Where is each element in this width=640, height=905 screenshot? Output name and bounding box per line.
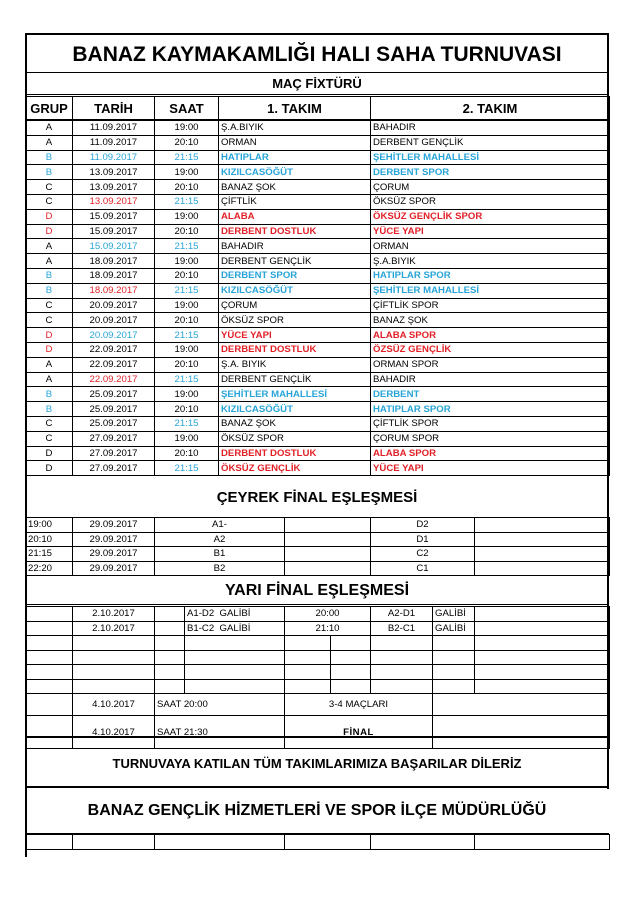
- cell-empty: [475, 621, 610, 636]
- match-time: 21:15: [155, 150, 219, 165]
- match-team1: HATIPLAR: [219, 150, 371, 165]
- cell-empty: [285, 518, 371, 533]
- fixture-row: [26, 387, 610, 402]
- match-time: 19:00: [155, 254, 219, 269]
- semi-final-winner2: GALİBİ: [433, 607, 475, 622]
- cell-empty: [433, 694, 610, 716]
- match-team1: ÖKSÜZ SPOR: [219, 431, 371, 446]
- semi-final-row: [26, 621, 610, 636]
- match-team2: BAHADIR: [371, 120, 610, 135]
- match-date: 20.09.2017: [73, 328, 155, 343]
- match-time: 21:15: [155, 372, 219, 387]
- match-group: C: [26, 431, 73, 446]
- match-time: 20:10: [155, 357, 219, 372]
- fixture-row: [26, 372, 610, 387]
- fixture-row: [26, 298, 610, 313]
- match-team1: ÖKSÜZ SPOR: [219, 313, 371, 328]
- match-date: 25.09.2017: [73, 416, 155, 431]
- match-time: 20:10: [155, 313, 219, 328]
- fixture-row: [26, 313, 610, 328]
- match-team2: HATIPLAR SPOR: [371, 268, 610, 283]
- match-group: A: [26, 135, 73, 150]
- cell-empty: [475, 561, 610, 576]
- fixture-row: [26, 165, 610, 180]
- match-team2: ŞEHİTLER MAHALLESİ: [371, 283, 610, 298]
- frame-top-border: [25, 33, 609, 35]
- match-group: C: [26, 298, 73, 313]
- final-time: SAAT 21:30: [155, 716, 285, 749]
- match-code: A1-D2: [187, 608, 215, 620]
- blank-row: [26, 650, 610, 665]
- match-date: 13.09.2017: [73, 165, 155, 180]
- qf-away: C2: [371, 547, 475, 562]
- quarter-final-row: [26, 561, 610, 576]
- match-date: 20.09.2017: [73, 298, 155, 313]
- match-team2: HATIPLAR SPOR: [371, 402, 610, 417]
- blank-row: [26, 636, 610, 651]
- match-date: 25.09.2017: [73, 387, 155, 402]
- match-time: 19:00: [155, 165, 219, 180]
- match-time: 20:10: [155, 180, 219, 195]
- match-time: 21:15: [155, 239, 219, 254]
- match-time: 20:10: [155, 268, 219, 283]
- fixture-row: [26, 461, 610, 476]
- cell-empty: [155, 621, 185, 636]
- match-date: 22.09.2017: [73, 342, 155, 357]
- match-team1: ORMAN: [219, 135, 371, 150]
- match-team2: ALABA SPOR: [371, 446, 610, 461]
- fixture-row: [26, 342, 610, 357]
- match-team1: DERBENT DOSTLUK: [219, 446, 371, 461]
- fixture-rows: [26, 120, 610, 476]
- qf-home: A2: [155, 532, 285, 547]
- cell-empty: [285, 547, 371, 562]
- match-date: 27.09.2017: [73, 461, 155, 476]
- match-group: C: [26, 180, 73, 195]
- final-date: 4.10.2017: [73, 716, 155, 749]
- final-label: FİNAL: [285, 716, 433, 749]
- footer-grid: [25, 834, 610, 850]
- quarter-final-row: [26, 518, 610, 533]
- match-date: 11.09.2017: [73, 150, 155, 165]
- match-time: 21:15: [155, 194, 219, 209]
- qf-home: A1-: [155, 518, 285, 533]
- third-place-label: 3-4 MAÇLARI: [285, 694, 433, 716]
- fixture-row: [26, 446, 610, 461]
- match-team2: YÜCE YAPI: [371, 461, 610, 476]
- match-time: 19:00: [155, 120, 219, 135]
- qf-time: 22:20: [26, 561, 73, 576]
- match-team2: DERBENT: [371, 387, 610, 402]
- cell-empty: [475, 518, 610, 533]
- match-team2: YÜCE YAPI: [371, 224, 610, 239]
- qf-date: 29.09.2017: [73, 518, 155, 533]
- cell-empty: [475, 532, 610, 547]
- fixture-row: [26, 416, 610, 431]
- match-group: A: [26, 357, 73, 372]
- cell-empty: [475, 547, 610, 562]
- quarter-final-row: [26, 547, 610, 562]
- semi-final-time: 21:10: [285, 621, 371, 636]
- match-date: 22.09.2017: [73, 357, 155, 372]
- match-date: 18.09.2017: [73, 283, 155, 298]
- quarter-final-row: [26, 532, 610, 547]
- blank-row: [26, 665, 610, 680]
- page-title: BANAZ KAYMAKAMLIĞI HALI SAHA TURNUVASI: [25, 37, 609, 73]
- match-group: D: [26, 328, 73, 343]
- match-team2: DERBENT SPOR: [371, 165, 610, 180]
- match-group: B: [26, 402, 73, 417]
- match-date: 13.09.2017: [73, 180, 155, 195]
- third-place-date: 4.10.2017: [73, 694, 155, 716]
- match-group: D: [26, 342, 73, 357]
- match-group: C: [26, 194, 73, 209]
- match-team1: BANAZ ŞOK: [219, 416, 371, 431]
- match-team2: ORMAN: [371, 239, 610, 254]
- match-time: 19:00: [155, 298, 219, 313]
- match-team2: BAHADIR: [371, 372, 610, 387]
- match-date: 15.09.2017: [73, 209, 155, 224]
- fixture-row: [26, 180, 610, 195]
- cell-empty: [26, 621, 73, 636]
- fixture-row: [26, 357, 610, 372]
- qf-time: 19:00: [26, 518, 73, 533]
- match-group: A: [26, 254, 73, 269]
- blank-row: [26, 679, 610, 694]
- semi-final-title: YARI FİNAL EŞLEŞMESİ: [25, 575, 609, 605]
- third-place-time: SAAT 20:00: [155, 694, 285, 716]
- match-team1: KIZILCASÖĞÜT: [219, 165, 371, 180]
- match-group: B: [26, 268, 73, 283]
- third-place-row: [26, 694, 610, 716]
- cell-empty: [26, 607, 73, 622]
- qf-date: 29.09.2017: [73, 532, 155, 547]
- match-team1: ÇİFTLİK: [219, 194, 371, 209]
- match-team1: KIZILCASÖĞÜT: [219, 402, 371, 417]
- cell-empty: [475, 607, 610, 622]
- match-time: 21:15: [155, 416, 219, 431]
- fixture-row: [26, 328, 610, 343]
- match-team1: ALABA: [219, 209, 371, 224]
- match-group: D: [26, 461, 73, 476]
- fixture-row: [26, 135, 610, 150]
- match-team1: DERBENT GENÇLİK: [219, 372, 371, 387]
- match-date: 27.09.2017: [73, 446, 155, 461]
- match-team2: ÇİFTLİK SPOR: [371, 416, 610, 431]
- match-group: A: [26, 120, 73, 135]
- fixture-row: [26, 194, 610, 209]
- match-team1: Ş.A.BIYIK: [219, 120, 371, 135]
- match-time: 20:10: [155, 224, 219, 239]
- quarter-final-rows: [26, 518, 610, 576]
- match-group: B: [26, 387, 73, 402]
- match-time: 19:00: [155, 431, 219, 446]
- qf-time: 21:15: [26, 547, 73, 562]
- qf-away: C1: [371, 561, 475, 576]
- match-team1: DERBENT DOSTLUK: [219, 342, 371, 357]
- match-date: 15.09.2017: [73, 239, 155, 254]
- qf-home: B1: [155, 547, 285, 562]
- semi-final-date: 2.10.2017: [73, 621, 155, 636]
- match-time: 21:15: [155, 283, 219, 298]
- match-team2: ÇORUM SPOR: [371, 431, 610, 446]
- match-time: 19:00: [155, 342, 219, 357]
- fixture-row: [26, 254, 610, 269]
- header-date: TARİH: [73, 97, 155, 121]
- match-team2: ÖKSÜZ SPOR: [371, 194, 610, 209]
- qf-away: D2: [371, 518, 475, 533]
- match-team2: ORMAN SPOR: [371, 357, 610, 372]
- fixture-header-row: [26, 97, 610, 121]
- winner-label: GALİBİ: [219, 608, 251, 620]
- match-team1: DERBENT GENÇLİK: [219, 254, 371, 269]
- match-team2: DERBENT GENÇLİK: [371, 135, 610, 150]
- match-team2: ŞEHİTLER MAHALLESİ: [371, 150, 610, 165]
- fixture-subtitle: MAÇ FİXTÜRÜ: [25, 73, 609, 95]
- fixture-sheet: [25, 33, 609, 853]
- semi-final-match1: [185, 621, 285, 636]
- cell-empty: [285, 561, 371, 576]
- fixture-row: [26, 224, 610, 239]
- semi-final-time: 20:00: [285, 607, 371, 622]
- fixture-row: [26, 150, 610, 165]
- match-team1: DERBENT DOSTLUK: [219, 224, 371, 239]
- semi-final-match1: [185, 607, 285, 622]
- match-team1: BAHADIR: [219, 239, 371, 254]
- match-group: B: [26, 165, 73, 180]
- match-time: 19:00: [155, 209, 219, 224]
- qf-date: 29.09.2017: [73, 561, 155, 576]
- match-team2: ÖKSÜZ GENÇLİK SPOR: [371, 209, 610, 224]
- quarter-final-table: [25, 517, 610, 576]
- cell-empty: [26, 694, 73, 716]
- match-date: 20.09.2017: [73, 313, 155, 328]
- match-team1: BANAZ ŞOK: [219, 180, 371, 195]
- match-group: D: [26, 446, 73, 461]
- match-date: 22.09.2017: [73, 372, 155, 387]
- quarter-final-title: ÇEYREK FİNAL EŞLEŞMESİ: [216, 489, 418, 506]
- cell-empty: [285, 532, 371, 547]
- match-date: 18.09.2017: [73, 254, 155, 269]
- semi-final-winner2: GALİBİ: [433, 621, 475, 636]
- semi-final-date: 2.10.2017: [73, 607, 155, 622]
- fixture-row: [26, 209, 610, 224]
- match-group: A: [26, 372, 73, 387]
- match-date: 25.09.2017: [73, 402, 155, 417]
- match-team2: ALABA SPOR: [371, 328, 610, 343]
- qf-date: 29.09.2017: [73, 547, 155, 562]
- match-group: A: [26, 239, 73, 254]
- match-time: 20:10: [155, 402, 219, 417]
- organizer-name: BANAZ GENÇLİK HİZMETLERİ VE SPOR İLÇE MÜDÜRLÜĞÜ: [25, 788, 609, 834]
- header-team2: 2. TAKIM: [371, 97, 610, 121]
- match-group: B: [26, 150, 73, 165]
- match-group: C: [26, 313, 73, 328]
- match-date: 15.09.2017: [73, 224, 155, 239]
- match-group: D: [26, 224, 73, 239]
- match-team2: ÖZSÜZ GENÇLİK: [371, 342, 610, 357]
- semi-final-table: [25, 606, 610, 749]
- match-time: 20:10: [155, 446, 219, 461]
- match-team1: KIZILCASÖĞÜT: [219, 283, 371, 298]
- fixture-row: [26, 239, 610, 254]
- match-team2: BANAZ ŞOK: [371, 313, 610, 328]
- match-date: 11.09.2017: [73, 120, 155, 135]
- qf-home: B2: [155, 561, 285, 576]
- match-team1: ŞEHİTLER MAHALLESİ: [219, 387, 371, 402]
- match-group: C: [26, 416, 73, 431]
- fixture-row: [26, 431, 610, 446]
- match-team1: ÖKSÜZ GENÇLİK: [219, 461, 371, 476]
- match-time: 20:10: [155, 135, 219, 150]
- match-team1: Ş.A. BIYIK: [219, 357, 371, 372]
- fixture-row: [26, 120, 610, 135]
- match-team2: ÇİFTLİK SPOR: [371, 298, 610, 313]
- semi-final-match2: B2-C1: [371, 621, 433, 636]
- fixture-row: [26, 402, 610, 417]
- header-group: GRUP: [26, 97, 73, 121]
- qf-away: D1: [371, 532, 475, 547]
- match-date: 18.09.2017: [73, 268, 155, 283]
- qf-time: 20:10: [26, 532, 73, 547]
- match-date: 27.09.2017: [73, 431, 155, 446]
- match-team1: YÜCE YAPI: [219, 328, 371, 343]
- cell-empty: [155, 607, 185, 622]
- match-time: 19:00: [155, 387, 219, 402]
- blank-row: [26, 835, 610, 850]
- match-group: D: [26, 209, 73, 224]
- winner-label: GALİBİ: [219, 622, 251, 634]
- match-code: B1-C2: [187, 622, 215, 634]
- match-time: 21:15: [155, 328, 219, 343]
- match-date: 11.09.2017: [73, 135, 155, 150]
- match-team2: ÇORUM: [371, 180, 610, 195]
- match-team1: DERBENT SPOR: [219, 268, 371, 283]
- match-group: B: [26, 283, 73, 298]
- match-time: 21:15: [155, 461, 219, 476]
- match-team1: ÇORUM: [219, 298, 371, 313]
- match-date: 13.09.2017: [73, 194, 155, 209]
- header-time: SAAT: [155, 97, 219, 121]
- fixture-table: [25, 96, 610, 476]
- header-team1: 1. TAKIM: [219, 97, 371, 121]
- semi-final-row: [26, 607, 610, 622]
- fixture-row: [26, 283, 610, 298]
- semi-final-match2: A2-D1: [371, 607, 433, 622]
- fixture-row: [26, 268, 610, 283]
- closing-message: TURNUVAYA KATILAN TÜM TAKIMLARIMIZA BAŞARILAR DİLERİZ: [25, 736, 609, 788]
- match-team2: Ş.A.BIYIK: [371, 254, 610, 269]
